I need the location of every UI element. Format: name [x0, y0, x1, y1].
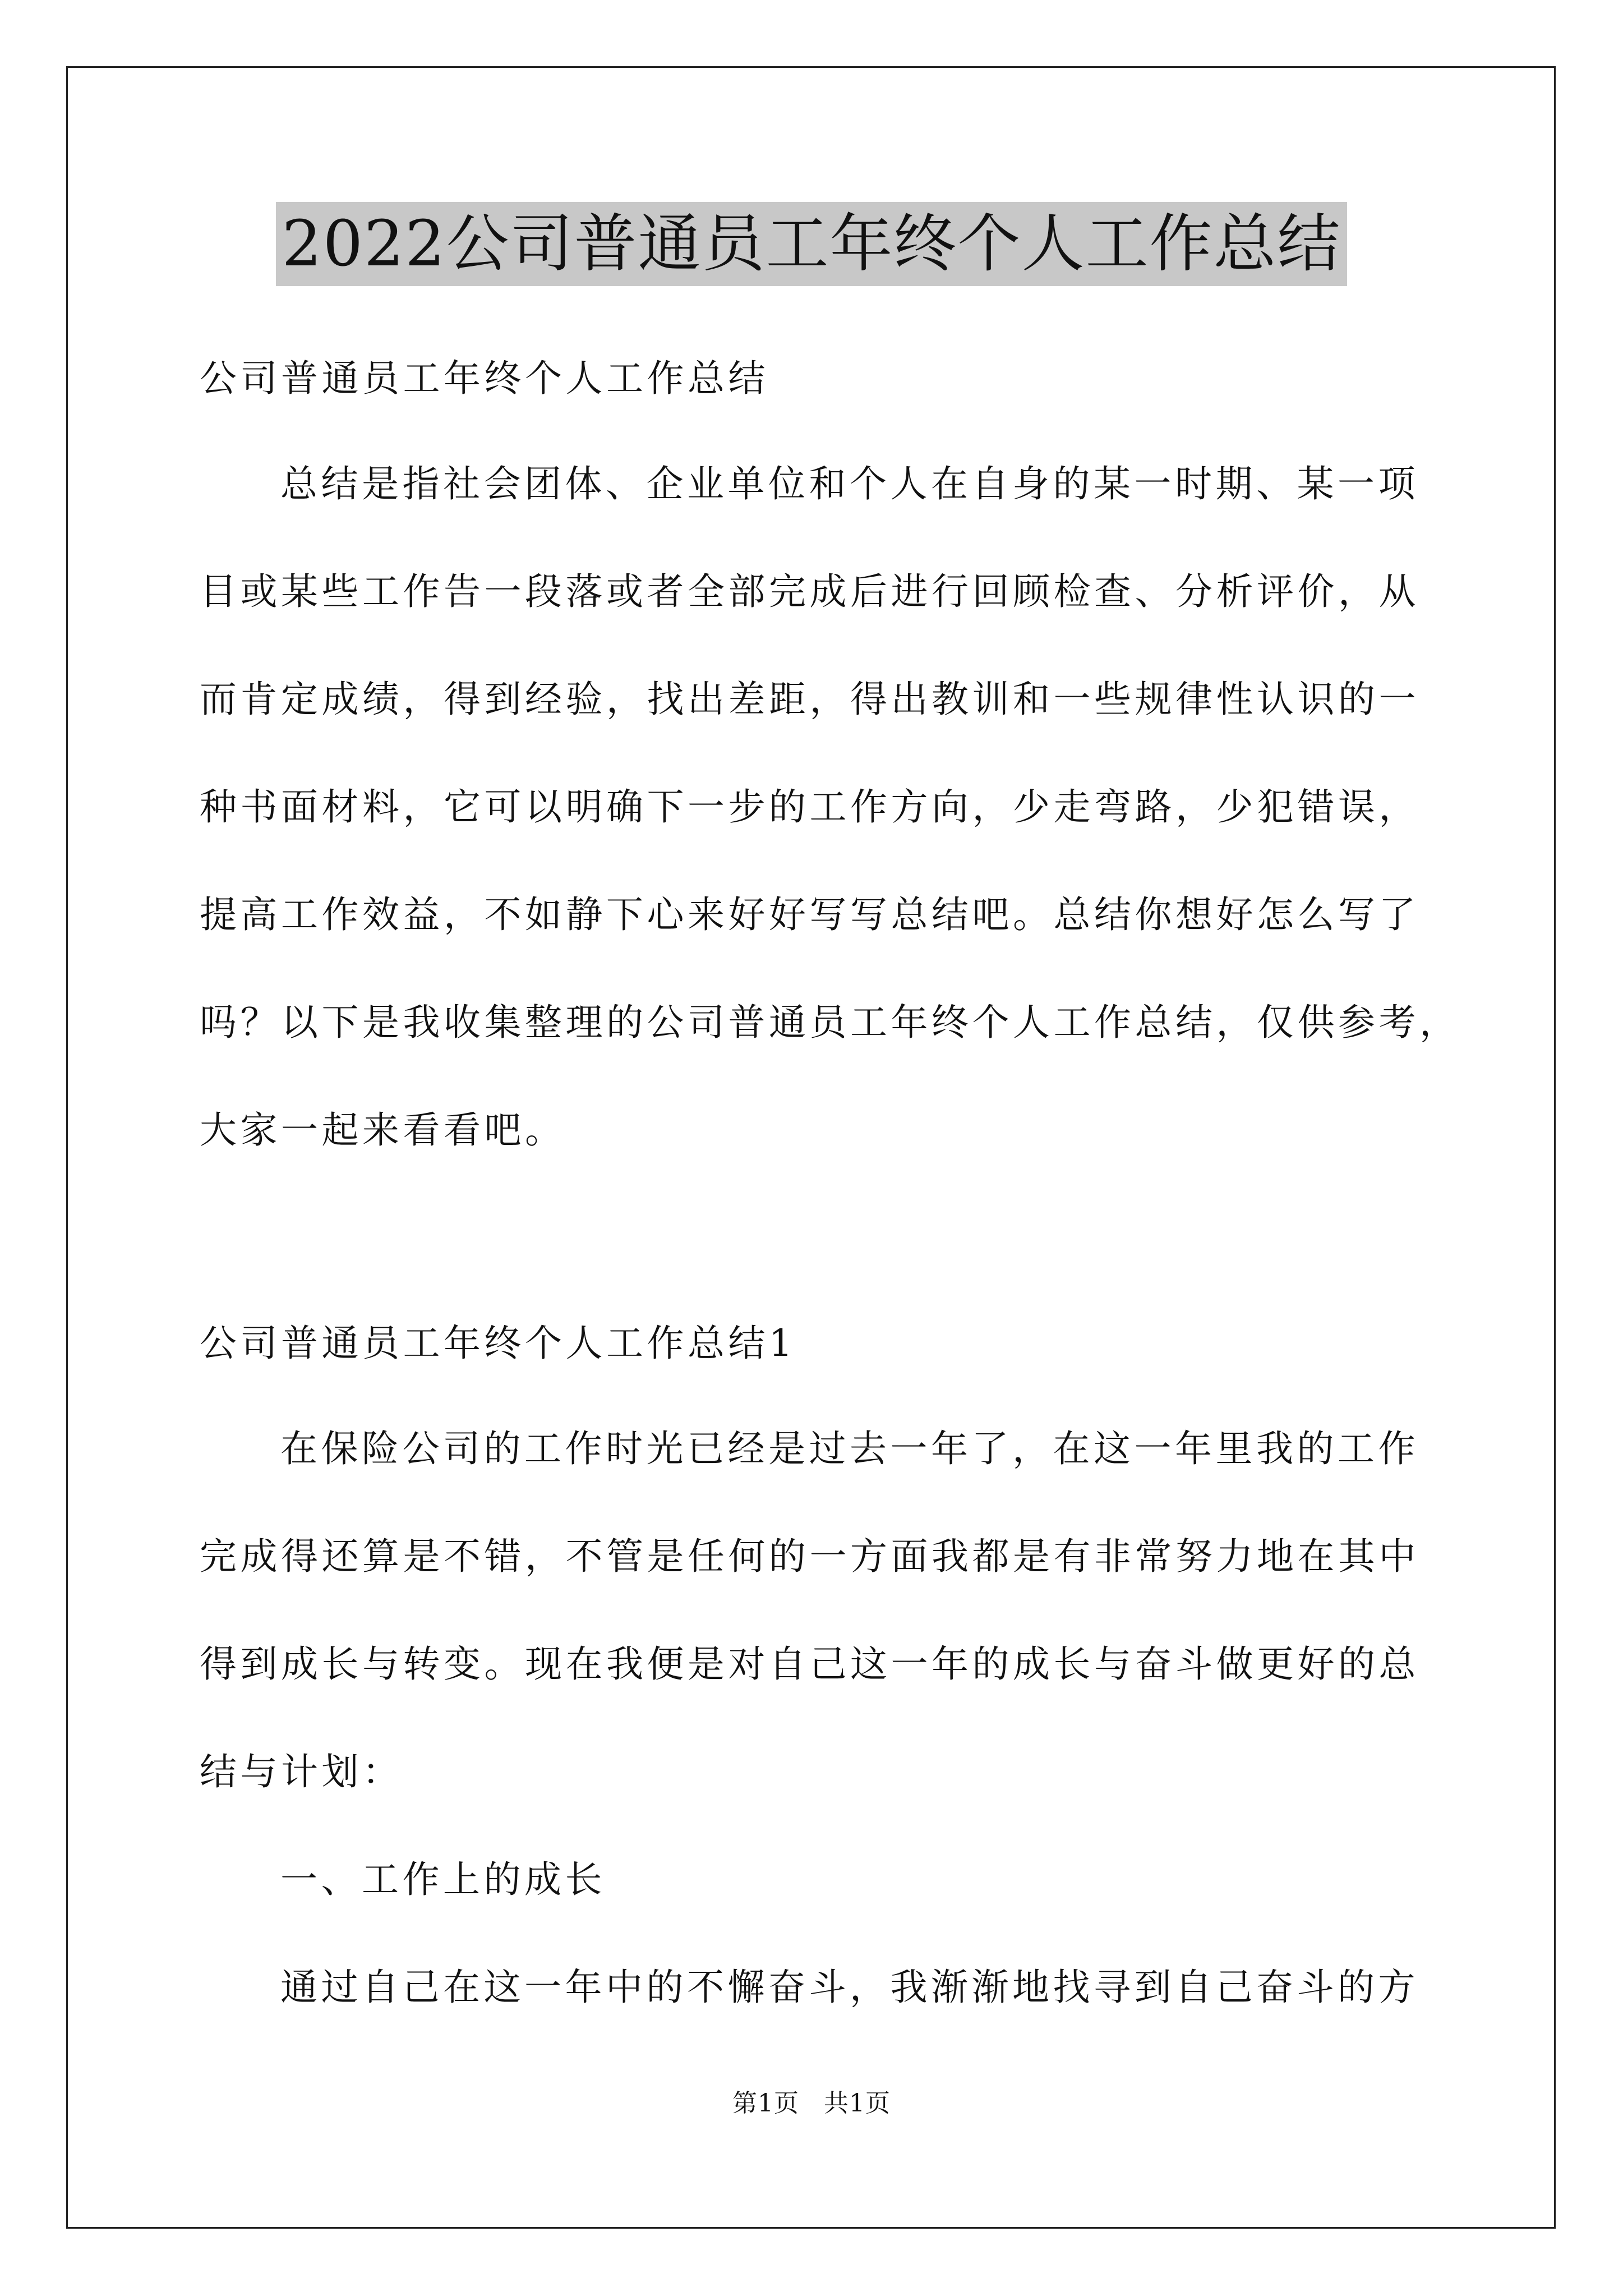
section-line: 结与计划：: [200, 1750, 403, 1793]
title-container: [0, 202, 1623, 286]
intro-line: 总结是指社会团体、企业单位和个人在自身的某一时期、某一项: [280, 462, 1419, 505]
section-line: 完成得还算是不错，不管是任何的一方面我都是有非常努力地在其中: [200, 1535, 1419, 1578]
intro-line: 大家一起来看看吧。: [200, 1108, 566, 1152]
section-line: 在保险公司的工作时光已经是过去一年了，在这一年里我的工作: [280, 1427, 1419, 1470]
intro-line: 提高工作效益，不如静下心来好好写写总结吧。总结你想好怎么写了: [200, 893, 1419, 936]
document-subtitle: 公司普通员工年终个人工作总结: [200, 357, 769, 400]
section-heading: 公司普通员工年终个人工作总结1: [200, 1322, 796, 1365]
document-title: 2022公司普通员工年终个人工作总结: [276, 202, 1347, 286]
page-footer: [0, 2087, 1623, 2120]
section-line: 得到成长与转变。现在我便是对自己这一年的成长与奋斗做更好的总: [200, 1642, 1419, 1686]
page-total: 共1页: [824, 2089, 891, 2118]
page-number: 第1页: [732, 2089, 799, 2118]
intro-line: 而肯定成绩，得到经验，找出差距，得出教训和一些规律性认识的一: [200, 678, 1419, 721]
intro-line: 目或某些工作告一段落或者全部完成后进行回顾检查、分析评价，从: [200, 570, 1419, 613]
subheading: 一、工作上的成长: [280, 1858, 606, 1901]
body-line: 通过自己在这一年中的不懈奋斗，我渐渐地找寻到自己奋斗的方: [280, 1966, 1419, 2009]
intro-line: 吗？以下是我收集整理的公司普通员工年终个人工作总结，仅供参考，: [200, 1001, 1460, 1044]
intro-line: 种书面材料，它可以明确下一步的工作方向，少走弯路，少犯错误，: [200, 785, 1419, 829]
